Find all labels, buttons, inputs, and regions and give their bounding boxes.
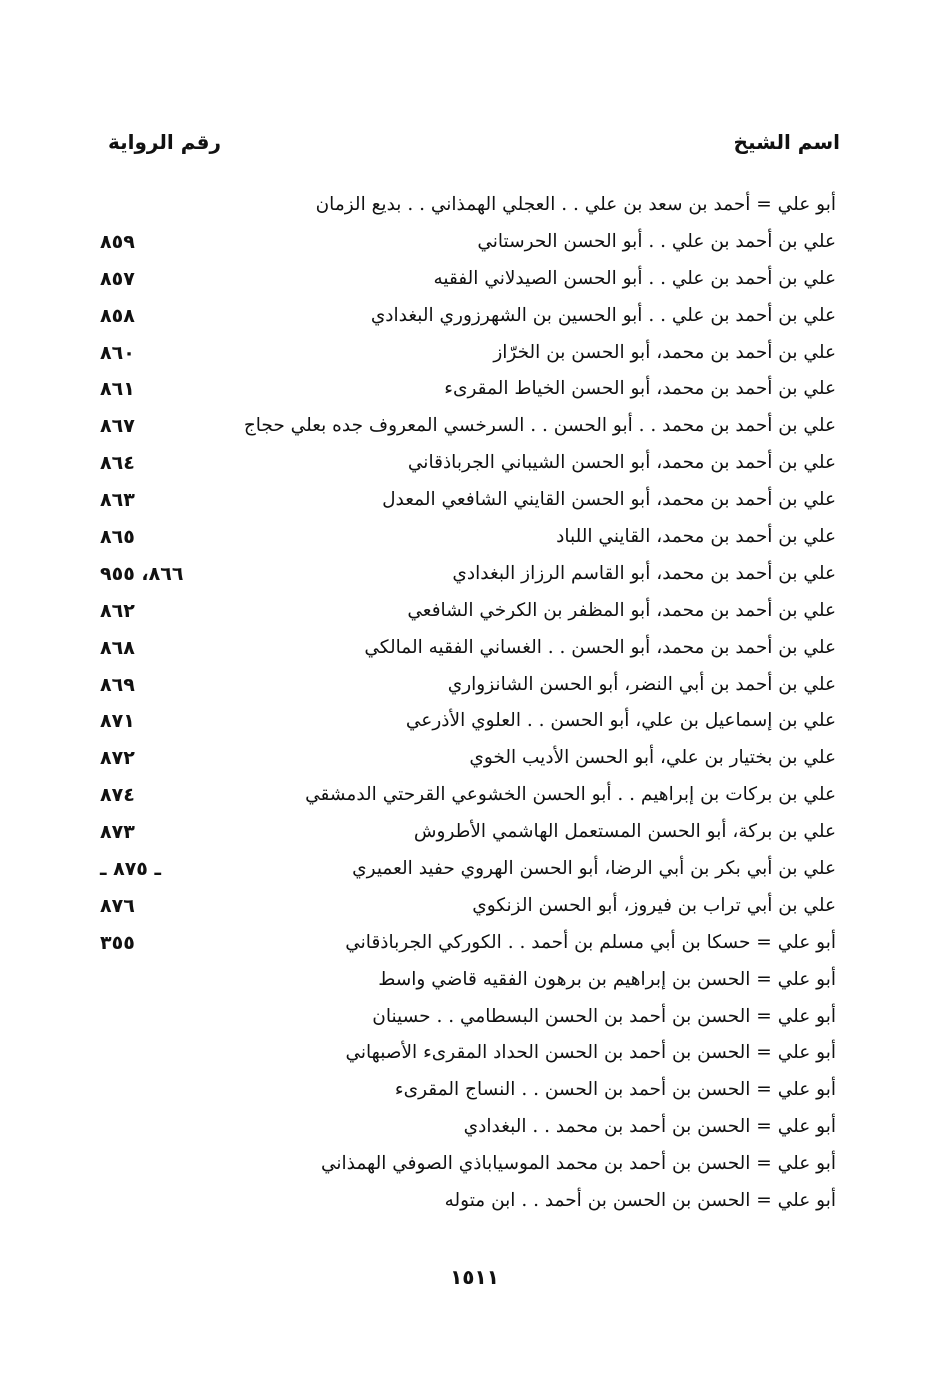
sheikh-name: علي بن أحمد بن علي . . أبو الحسين بن الشهرزوري البغدادي [370, 304, 836, 326]
list-item [100, 779, 840, 816]
list-item [100, 226, 840, 263]
sheikh-name: علي بن بركة، أبو الحسن المستعمل الهاشمي الأطروش [413, 821, 836, 843]
sheikh-name: أبو علي = الحسن بن أحمد بن الحسن . . النساج المقرىء [394, 1079, 836, 1101]
list-item [100, 705, 840, 742]
sheikh-name: علي بن أبي بكر بن أبي الرضا، أبو الحسن الهروي حفيد العميري [352, 858, 836, 880]
narration-number: ٨٦٢ [100, 599, 135, 622]
narration-number: ٨٧٢ [100, 747, 135, 770]
sheikh-name: علي بن أحمد بن محمد، أبو الحسن الشيباني الجرباذقاني [407, 452, 836, 474]
sheikh-name: أبو علي = الحسن بن أحمد بن الحسن البسطامي . . حسينان [372, 1005, 836, 1027]
narration-number: ٨٥٧ [100, 267, 135, 290]
narration-number: ٨٧٦ [100, 894, 135, 917]
narration-number: ٨٥٨ [100, 304, 135, 327]
narration-number: ٨٧٤ [100, 784, 135, 807]
list-item [100, 927, 840, 964]
list-item [100, 189, 840, 226]
narration-number: ٨٦٦، ٩٥٥ [100, 562, 184, 585]
narration-number: ٨٥٩ [100, 230, 135, 253]
page-number: ١٥١١ [450, 1265, 499, 1289]
list-item [100, 558, 840, 595]
list-item [100, 1074, 840, 1111]
sheikh-name: علي بن أحمد بن محمد، أبو المظفر بن الكرخي الشافعي [407, 599, 836, 621]
list-item [100, 484, 840, 521]
sheikh-name: علي بن بركات بن إبراهيم . . أبو الحسن الخشوعي القرحتي الدمشقي [305, 784, 836, 806]
sheikh-name: علي بن أحمد بن محمد، أبو الحسن بن الخرّاز [493, 341, 836, 363]
list-item [100, 1111, 840, 1148]
narration-number: ٨٦٧ [100, 415, 135, 438]
list-item [100, 632, 840, 669]
list-item [100, 1037, 840, 1074]
narration-number: ـ ٨٧٥ ـ [100, 858, 162, 881]
sheikh-name: أبو علي = الحسن بن أحمد بن محمد الموسياباذي الصوفي الهمذاني [320, 1153, 836, 1175]
list-item [100, 669, 840, 706]
sheikh-name: علي بن أحمد بن محمد، القايني اللباد [556, 526, 836, 548]
sheikh-name: علي بن أحمد بن محمد . . أبو الحسن . . السرخسي المعروف جده بعلي حجاج [243, 415, 836, 437]
list-item [100, 595, 840, 632]
list-item [100, 521, 840, 558]
list-item [100, 263, 840, 300]
list-item [100, 816, 840, 853]
list-item [100, 1185, 840, 1222]
list-item [100, 890, 840, 927]
list-item [100, 447, 840, 484]
sheikh-name: علي بن أحمد بن محمد، أبو القاسم الرزاز البغدادي [452, 562, 836, 584]
list-item [100, 1148, 840, 1185]
list-item [100, 410, 840, 447]
sheikh-name: علي بن إسماعيل بن علي، أبو الحسن . . العلوي الأذرعي [405, 710, 836, 732]
narration-number: ٨٦٠ [100, 341, 135, 364]
sheikh-name: أبو علي = أحمد بن سعد بن علي . . العجلي الهمذاني . . بديع الزمان [315, 194, 836, 215]
sheikh-name: علي بن أحمد بن علي . . أبو الحسن الصيدلاني الفقيه [433, 267, 836, 289]
narration-number: ٨٦٩ [100, 673, 135, 696]
list-item [100, 300, 840, 337]
narration-number: ٨٦٣ [100, 489, 135, 512]
sheikh-name: علي بن بختيار بن علي، أبو الحسن الأديب الخوي [469, 747, 836, 769]
sheikh-name: علي بن أحمد بن محمد، أبو الحسن الخياط المقرىء [444, 378, 836, 400]
sheikh-name: علي بن أحمد بن محمد، أبو الحسن . . الغساني الفقيه المالكي [364, 636, 836, 658]
sheikh-name: علي بن أحمد بن أبي النضر، أبو الحسن الشانزواري [447, 673, 836, 695]
sheikh-name: أبو علي = الحسن بن الحسن بن أحمد . . ابن متوله [444, 1190, 836, 1212]
narration-number: ٨٦١ [100, 378, 135, 401]
entries-list [100, 189, 840, 1222]
column-header-sheikh-name: اسم الشيخ [733, 130, 840, 154]
list-item [100, 337, 840, 374]
narration-number: ٨٦٤ [100, 452, 135, 475]
narration-number: ٨٧١ [100, 710, 135, 733]
list-item [100, 742, 840, 779]
sheikh-name: علي بن أحمد بن علي . . أبو الحسن الحرستاني [477, 230, 836, 252]
narration-number: ٨٦٥ [100, 526, 135, 549]
sheikh-name: أبو علي = الحسن بن أحمد بن محمد . . البغدادي [463, 1116, 836, 1138]
list-item [100, 853, 840, 890]
column-header-narration-number: رقم الرواية [108, 130, 221, 154]
narration-number: ٣٥٥ [100, 931, 135, 954]
sheikh-name: علي بن أحمد بن محمد، أبو الحسن القايني الشافعي المعدل [382, 489, 836, 511]
list-item [100, 373, 840, 410]
list-item [100, 964, 840, 1001]
sheikh-name: أبو علي = حسكا بن أبي مسلم بن أحمد . . الكوركي الجرباذقاني [345, 931, 836, 953]
sheikh-name: أبو علي = الحسن بن أحمد بن الحسن الحداد المقرىء الأصبهاني [345, 1042, 836, 1064]
sheikh-name: أبو علي = الحسن بن إبراهيم بن برهون الفقيه قاضي واسط [378, 968, 836, 990]
narration-number: ٨٦٨ [100, 636, 135, 659]
table-header [100, 130, 840, 170]
list-item [100, 1001, 840, 1038]
sheikh-name: علي بن أبي تراب بن فيروز، أبو الحسن الزنكوي [472, 894, 836, 916]
narration-number: ٨٧٣ [100, 821, 135, 844]
